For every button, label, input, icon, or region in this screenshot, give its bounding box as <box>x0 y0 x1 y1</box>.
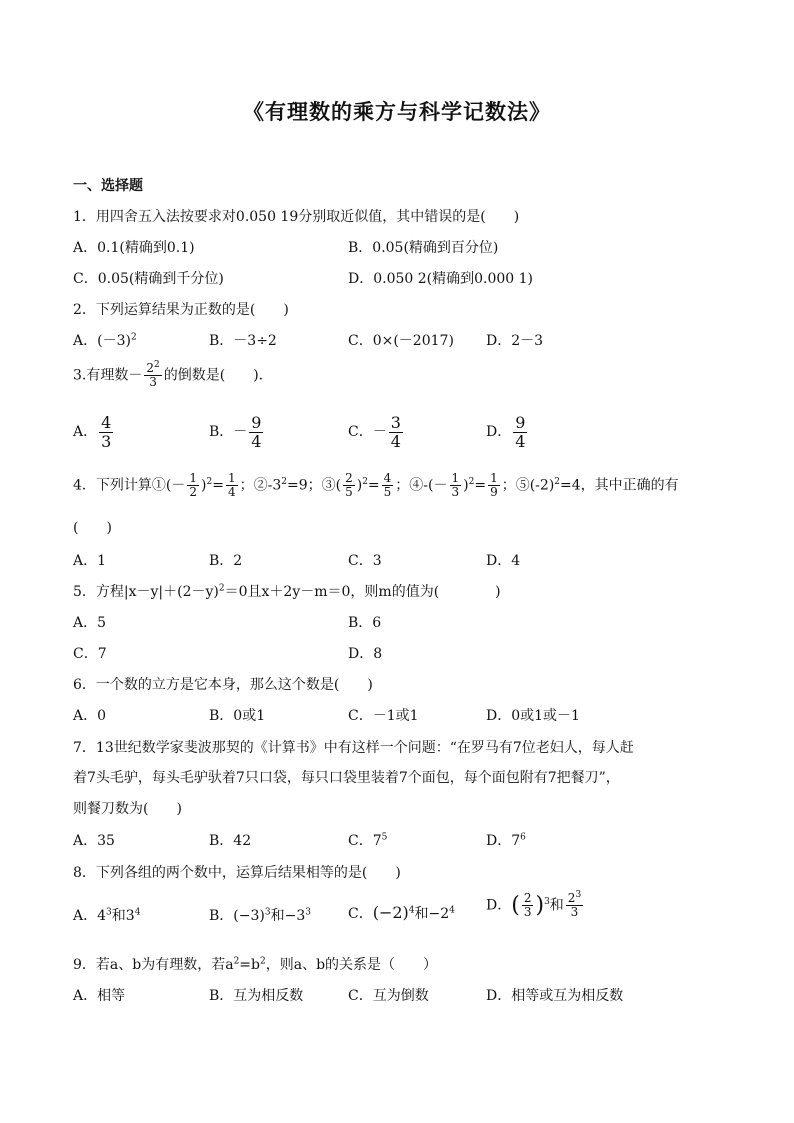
q8-option-b: B．$(-3)^3$和$-3^3$ <box>209 907 311 924</box>
q8-option-c: C．$(-2)^4$和$-2^4$ <box>348 903 455 922</box>
q8-option-d: D．( $\frac{2}{3}$ )$^3$和 $\frac{2^3}{3}$ <box>486 890 582 920</box>
q5-option-d: D．8 <box>348 646 383 662</box>
q7-option-b: B．42 <box>209 833 252 849</box>
q9-option-a: A．相等 <box>73 988 126 1004</box>
q7-option-d: D．$7^6$ <box>486 832 526 849</box>
question-5-stem: 5．方程$|x-y|+(2-y)^2=0$且x＋2y－m＝0，则m的值为( ) <box>73 583 501 600</box>
question-2-stem: 2．下列运算结果为正数的是( ) <box>73 302 289 318</box>
q1-option-b: B．0.05(精确到百分位) <box>348 240 499 256</box>
q2-option-a: A．$(-3)^2$ <box>73 332 137 349</box>
question-4-stem: 4．下列计算①(－ $\frac{1}{2}$ )$^2$= $\frac{1}{4}$ ；$②-3^2=9$；③( $\frac{2}{5}$ )$^2$= $\frac{4}{5}$ ；④-(－ $\frac{1}{3}$ )$^2$= $\frac{1}{9}$ ；$⑤(-2)^2=4$，其中正确的有 <box>73 471 679 500</box>
question-7-line-2: 着7头毛驴，每头毛驴驮着7只口袋，每只口袋里装着7个面包，每个面包附有7把餐刀”， <box>73 770 620 786</box>
page-title: 《有理数的乘方与科学记数法》 <box>243 99 551 124</box>
q3-option-a: A． $\frac{4}{3}$ <box>73 413 112 451</box>
q9-option-d: D．相等或互为相反数 <box>486 988 624 1004</box>
q5-option-c: C．7 <box>73 646 107 662</box>
q4-option-d: D．4 <box>486 553 521 569</box>
q1-option-a: A．0.1(精确到0.1) <box>73 240 195 256</box>
q1-option-d: D．0.050 2(精确到0.000 1) <box>348 271 534 287</box>
question-6-stem: 6．一个数的立方是它本身，那么这个数是( ) <box>73 677 373 693</box>
q4-option-a: A．1 <box>73 553 107 569</box>
q6-option-c: C．－1或1 <box>348 708 419 724</box>
q6-option-d: D．0或1或－1 <box>486 708 580 724</box>
q1-option-c: C．0.05(精确到千分位) <box>73 271 224 287</box>
q4-option-c: C．3 <box>348 553 382 569</box>
question-3-stem: 3.有理数－ $\frac{2^2}{3}$ 的倒数是( )． <box>73 360 273 390</box>
question-8-stem: 8．下列各组的两个数中，运算后结果相等的是( ) <box>73 865 401 881</box>
q4-option-b: B．2 <box>209 553 243 569</box>
q5-option-a: A．5 <box>73 615 107 631</box>
q3-option-b: B．－ $\frac{9}{4}$ <box>209 413 262 451</box>
question-4-stem-cont: ( ) <box>73 520 112 536</box>
q3-fraction: $\frac{2^2}{3}$ <box>146 360 160 390</box>
q2-option-c: C．0×(－2017) <box>348 333 454 349</box>
q7-option-a: A．35 <box>73 833 115 849</box>
q7-option-c: C．$7^5$ <box>348 832 388 849</box>
question-7-line-3: 则餐刀数为( ) <box>73 801 182 817</box>
question-9-stem: 9．若a、b为有理数，若$a^2=b^2$，则a、b的关系是（ ） <box>73 956 438 973</box>
question-7-line-1: 7．13世纪数学家斐波那契的《计算书》中有这样一个问题：“在罗马有7位老妇人，每人赶 <box>73 740 634 756</box>
q9-option-c: C．互为倒数 <box>348 988 429 1004</box>
q9-option-b: B．互为相反数 <box>209 988 304 1004</box>
q5-option-b: B．6 <box>348 615 382 631</box>
question-1-stem: 1．用四舍五入法按要求对0.050 19分别取近似值，其中错误的是( ) <box>73 209 520 225</box>
q3-option-d: D． $\frac{9}{4}$ <box>486 413 526 451</box>
q2-option-b: B．－3÷2 <box>209 333 277 349</box>
q6-option-b: B．0或1 <box>209 708 266 724</box>
q6-option-a: A．0 <box>73 708 107 724</box>
q3-option-c: C．－ $\frac{3}{4}$ <box>348 413 401 451</box>
section-heading: 一、选择题 <box>73 178 143 194</box>
q2-option-d: D．2－3 <box>486 333 544 349</box>
q8-option-a: A．$4^3$和$3^4$ <box>73 907 141 924</box>
